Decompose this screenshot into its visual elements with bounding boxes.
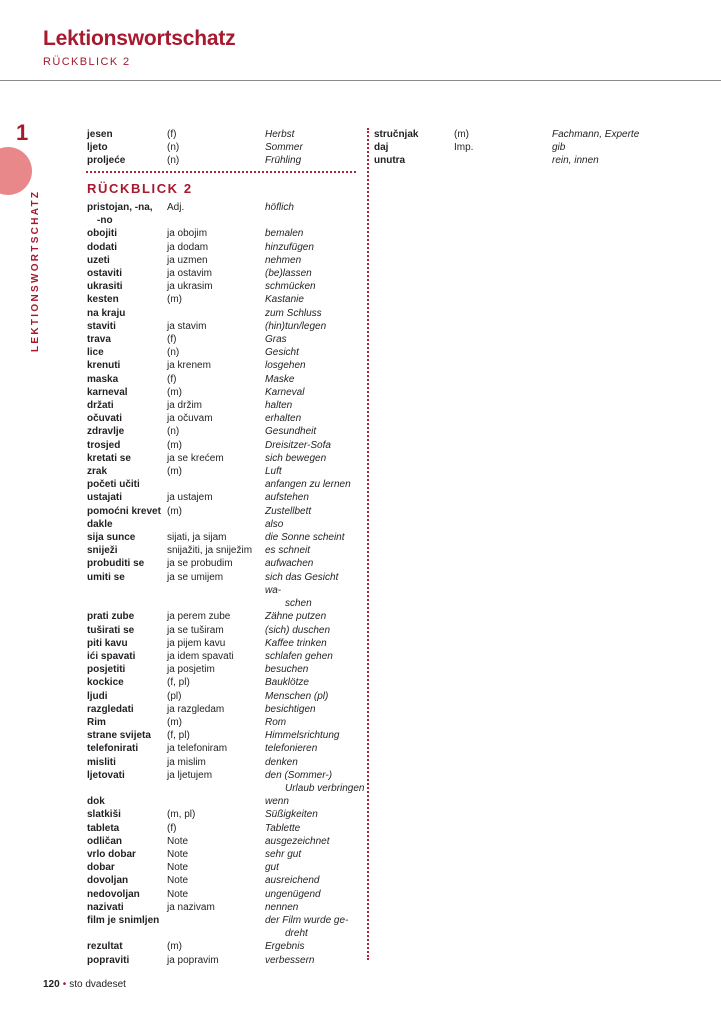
- vocab-word: očuvati: [87, 413, 123, 425]
- vocab-info: [177, 214, 275, 227]
- vocab-word: ljetovati: [87, 769, 125, 781]
- vocab-word: nazivati: [87, 901, 124, 913]
- vocab-row: [87, 452, 377, 465]
- section-separator: [86, 171, 356, 173]
- vocab-row: [87, 888, 377, 901]
- vocab-row: [87, 141, 357, 154]
- vocab-info: snijažiti, ja sniježim: [167, 545, 253, 557]
- vocab-info: ja pijem kavu: [167, 637, 226, 649]
- vocab-translation: Sommer: [265, 142, 303, 154]
- vocab-info: ja držim: [167, 400, 203, 412]
- vocab-info: ja se umijem: [167, 571, 224, 583]
- vocab-word: kockice: [87, 677, 124, 689]
- vocab-info: (f): [167, 373, 177, 385]
- vocab-word: krenuti: [87, 360, 121, 372]
- vocab-word: dovoljan: [87, 875, 129, 887]
- vocab-row: [87, 544, 377, 557]
- vocab-translation: Kaffee trinken: [265, 637, 327, 649]
- vocab-info: [167, 795, 265, 808]
- vocab-word: popraviti: [87, 954, 130, 966]
- vocab-info: ja stavim: [167, 320, 207, 332]
- vocab-row: [87, 650, 377, 663]
- vocab-row: [87, 835, 377, 848]
- vocab-translation: Gesundheit: [265, 426, 317, 438]
- page-number: 120: [43, 979, 60, 990]
- vocab-word: Rim: [87, 716, 106, 728]
- vocab-word: vrlo dobar: [87, 848, 136, 860]
- vocab-word: umiti se: [87, 571, 125, 583]
- vocab-info: ja očuvam: [167, 413, 213, 425]
- vocab-row: [87, 690, 377, 703]
- vocab-row: [87, 571, 377, 597]
- vocab-translation: sich das Gesicht wa-: [265, 571, 339, 596]
- vocab-info: [167, 518, 265, 531]
- vocab-translation: Herbst: [265, 129, 295, 140]
- vocab-word: kesten: [87, 294, 119, 306]
- vocab-word: film je snimljen: [87, 914, 160, 926]
- vocab-translation: Zustellbett: [265, 505, 312, 517]
- vocab-translation: aufstehen: [265, 492, 309, 504]
- vocab-row: [87, 399, 377, 412]
- vocab-info: ja perem zube: [167, 611, 231, 623]
- vocab-info: ja dodam: [167, 241, 209, 253]
- vocab-info: ja se tuširam: [167, 624, 224, 636]
- vocab-info: (f): [167, 822, 177, 834]
- vocab-info: (f, pl): [167, 677, 190, 689]
- vocab-translation: Menschen (pl): [265, 690, 329, 702]
- vocab-translation: losgehen: [265, 360, 306, 372]
- vocab-word: pomoćni krevet: [87, 505, 161, 517]
- vocab-translation: schmücken: [265, 281, 316, 293]
- vocab-word: dodati: [87, 241, 117, 253]
- vocab-translation: [275, 214, 377, 227]
- vocab-row-continuation: [87, 782, 377, 795]
- vocab-info: (m): [167, 466, 182, 478]
- vocab-info: Note: [167, 848, 189, 860]
- vocab-word: trava: [87, 334, 111, 346]
- vocab-row: [87, 267, 377, 280]
- vocab-word: probuditi se: [87, 558, 145, 570]
- vocab-translation: verbessern: [265, 954, 315, 966]
- vocab-word: zrak: [87, 466, 108, 478]
- vocab-word: karneval: [87, 386, 128, 398]
- page-title: Lektionswortschatz: [43, 27, 236, 50]
- vocab-row: [374, 154, 642, 167]
- vocab-info: (m): [167, 386, 182, 398]
- vocab-row: [87, 663, 377, 676]
- vocab-info: ja ukrasim: [167, 281, 213, 293]
- vocab-translation: besuchen: [265, 664, 309, 676]
- vocab-translation: Urlaub verbringen: [285, 782, 365, 794]
- vocab-row: [87, 729, 377, 742]
- vocab-info: ja krenem: [167, 360, 211, 372]
- vocab-word: misliti: [87, 756, 116, 768]
- vocab-translation: Gras: [265, 334, 287, 346]
- vocab-row: [87, 795, 377, 808]
- page-subtitle: RÜCKBLICK 2: [43, 56, 131, 68]
- vocab-word: unutra: [374, 155, 406, 167]
- vocab-info: (n): [167, 347, 180, 359]
- vocab-info: ja se probudim: [167, 558, 233, 570]
- vocab-translation: halten: [265, 400, 293, 412]
- vocab-translation: erhalten: [265, 413, 302, 425]
- vocab-word: odličan: [87, 835, 123, 847]
- vocab-list: [87, 201, 377, 967]
- vocab-word: prati zube: [87, 611, 135, 623]
- vocab-info: [167, 307, 265, 320]
- vocab-row: [87, 346, 377, 359]
- vocab-word: staviti: [87, 320, 116, 332]
- vocab-translation: Himmelsrichtung: [265, 730, 340, 742]
- vocab-word: ići spavati: [87, 650, 136, 662]
- vocab-translation: sich bewegen: [265, 452, 327, 464]
- vocab-word: stručnjak: [374, 129, 419, 140]
- vocab-row: [87, 518, 377, 531]
- vocab-info: Note: [167, 888, 189, 900]
- vocab-word: rezultat: [87, 941, 123, 953]
- vocab-row: [87, 901, 377, 914]
- vocab-info: (n): [167, 142, 180, 154]
- vocab-translation: Luft: [265, 466, 282, 478]
- vocab-word: sija sunce: [87, 532, 136, 544]
- chapter-marker-circle: [0, 147, 32, 195]
- vocab-translation: besichtigen: [265, 703, 316, 715]
- vocab-row: [87, 412, 377, 425]
- left-top-list: [87, 128, 357, 168]
- vocab-info: ja obojim: [167, 228, 208, 240]
- vocab-row: [87, 769, 377, 782]
- vocab-row: [87, 703, 377, 716]
- vocab-word: sniježi: [87, 545, 118, 557]
- vocab-translation: Gesicht: [265, 347, 299, 359]
- vocab-word: posjetiti: [87, 664, 126, 676]
- vocab-translation: nennen: [265, 901, 299, 913]
- vocab-translation: Süßigkeiten: [265, 809, 318, 821]
- vocab-translation: anfangen zu lernen: [265, 479, 351, 491]
- vocab-translation: Ergebnis: [265, 941, 305, 953]
- vocab-info: [167, 478, 265, 491]
- vocab-row-continuation: [87, 927, 377, 940]
- vocab-word: kretati se: [87, 452, 131, 464]
- vocab-word: početi učiti: [87, 479, 140, 491]
- vocab-word: telefonirati: [87, 743, 139, 755]
- vocab-translation: Tablette: [265, 822, 301, 834]
- vocab-word: -no: [97, 215, 113, 227]
- vocab-info: [177, 927, 275, 940]
- vocab-translation: Frühling: [265, 155, 302, 167]
- vocab-info: Note: [167, 862, 189, 874]
- vocab-row: [87, 373, 377, 386]
- vocab-word: maska: [87, 373, 119, 385]
- vocab-translation: sehr gut: [265, 848, 302, 860]
- vocab-translation: telefonieren: [265, 743, 318, 755]
- vocab-info: ja posjetim: [167, 664, 215, 676]
- vocab-word: na kraju: [87, 307, 126, 319]
- header-rule: [0, 80, 721, 81]
- vocab-translation: schen: [285, 598, 312, 610]
- vocab-translation: aufwachen: [265, 558, 314, 570]
- vocab-word: ustajati: [87, 492, 123, 504]
- vocab-info: [454, 154, 552, 167]
- vocab-translation: Karneval: [265, 386, 305, 398]
- vocab-info: (m): [167, 505, 182, 517]
- vocab-word: proljeće: [87, 155, 126, 167]
- vocab-translation: ausgezeichnet: [265, 835, 330, 847]
- vocab-info: (f, pl): [167, 730, 190, 742]
- vocab-translation: hinzufügen: [265, 241, 314, 253]
- vocab-info: [167, 914, 265, 927]
- vocab-row: [87, 386, 377, 399]
- vocab-row: [87, 201, 377, 214]
- vocab-info: (m): [454, 129, 469, 140]
- vocab-word: jesen: [87, 129, 113, 140]
- vocab-word: dok: [87, 796, 105, 808]
- vocab-info: ja ustajem: [167, 492, 213, 504]
- vocab-word: ljeto: [87, 142, 108, 154]
- vocab-translation: (sich) duschen: [265, 624, 331, 636]
- vocab-translation: (be)lassen: [265, 268, 312, 280]
- vocab-translation: nehmen: [265, 254, 302, 266]
- vocab-translation: denken: [265, 756, 298, 768]
- vocab-translation: der Film wurde ge-: [265, 914, 349, 926]
- vocab-word: trosjed: [87, 439, 121, 451]
- vocab-row: [87, 531, 377, 544]
- vocab-word: lice: [87, 347, 104, 359]
- vocab-word: razgledati: [87, 703, 134, 715]
- vocab-translation: Maske: [265, 373, 295, 385]
- vocab-row: [87, 822, 377, 835]
- vocab-translation: die Sonne scheint: [265, 532, 345, 544]
- vocab-row: [87, 491, 377, 504]
- vocab-translation: Bauklötze: [265, 677, 309, 689]
- vocab-info: ja razgledam: [167, 703, 225, 715]
- vocab-row: [87, 293, 377, 306]
- vocab-translation: schlafen gehen: [265, 650, 333, 662]
- vocab-info: (n): [167, 426, 180, 438]
- vocab-translation: gib: [552, 142, 566, 154]
- vocab-info: ja uzmen: [167, 254, 208, 266]
- vocab-word: ostaviti: [87, 268, 123, 280]
- vocab-word: držati: [87, 400, 114, 412]
- vocab-word: [87, 927, 177, 940]
- vocab-translation: zum Schluss: [265, 307, 322, 319]
- vocab-translation: Fachmann, Experte: [552, 129, 640, 140]
- vocab-word: nedovoljan: [87, 888, 140, 900]
- vocab-row: [87, 848, 377, 861]
- vocab-translation: Kastanie: [265, 294, 304, 306]
- vocab-row: [87, 940, 377, 953]
- vocab-row: [87, 154, 357, 167]
- vocab-translation: ungenügend: [265, 888, 321, 900]
- vocab-info: ja popravim: [167, 954, 219, 966]
- vocab-row: [87, 676, 377, 689]
- vocab-word: tuširati se: [87, 624, 135, 636]
- vocab-info: Imp.: [454, 142, 474, 154]
- vocab-row: [87, 716, 377, 729]
- vocab-info: (m): [167, 439, 182, 451]
- vocab-word: strane svijeta: [87, 730, 151, 742]
- vocab-info: Note: [167, 835, 189, 847]
- vocab-translation: wenn: [265, 796, 289, 808]
- vocab-row: [374, 128, 642, 141]
- vocab-row: [87, 227, 377, 240]
- vocab-row: [87, 320, 377, 333]
- vocab-info: (m): [167, 294, 182, 306]
- vocab-info: ja mislim: [167, 756, 206, 768]
- vocab-info: ja nazivam: [167, 901, 215, 913]
- vocab-translation: ausreichend: [265, 875, 320, 887]
- vocab-translation: (hin)tun/legen: [265, 320, 327, 332]
- vocab-row: [87, 505, 377, 518]
- vocab-row: [87, 254, 377, 267]
- vocab-row: [87, 637, 377, 650]
- vocab-info: (m): [167, 716, 182, 728]
- vocab-word: dakle: [87, 518, 113, 530]
- vocab-word: obojiti: [87, 228, 117, 240]
- vocab-info: (m): [167, 941, 182, 953]
- vocab-translation: Dreisitzer-Sofa: [265, 439, 331, 451]
- vocab-row: [87, 557, 377, 570]
- vocab-row: [87, 465, 377, 478]
- vocab-word: pristojan, -na,: [87, 202, 153, 213]
- vocab-row: [87, 808, 377, 821]
- vocab-row: [87, 425, 377, 438]
- vocab-word: uzeti: [87, 254, 110, 266]
- vocab-word: ukrasiti: [87, 281, 123, 293]
- vocab-row: [87, 610, 377, 623]
- vocab-word: tableta: [87, 822, 120, 834]
- vocab-word: piti kavu: [87, 637, 128, 649]
- vocab-row: [87, 756, 377, 769]
- vocab-info: Note: [167, 875, 189, 887]
- vocab-info: (f): [167, 129, 177, 140]
- vocab-info: ja ostavim: [167, 268, 213, 280]
- vocab-word: zdravlje: [87, 426, 125, 438]
- vocab-row-continuation: [87, 214, 377, 227]
- vocab-word: daj: [374, 142, 389, 154]
- vocab-row: [87, 914, 377, 927]
- vocab-info: ja telefoniram: [167, 743, 228, 755]
- vocab-info: (f): [167, 334, 177, 346]
- vocab-info: ja se krećem: [167, 452, 224, 464]
- vocab-info: (pl): [167, 690, 182, 702]
- side-label: LEKTIONSWORTSCHATZ: [30, 189, 41, 352]
- vocab-info: Adj.: [167, 202, 185, 213]
- vocab-translation: es schneit: [265, 545, 311, 557]
- vocab-translation: den (Sommer-): [265, 769, 333, 781]
- vocab-translation: höflich: [265, 202, 294, 213]
- vocab-row: [87, 307, 377, 320]
- vocab-translation: dreht: [285, 928, 308, 940]
- vocab-row: [87, 954, 377, 967]
- vocab-word: [87, 597, 177, 610]
- page-number-words: sto dvadeset: [69, 979, 126, 990]
- right-vocab-list: [374, 128, 642, 168]
- vocab-word: [87, 782, 177, 795]
- vocab-info: [177, 597, 275, 610]
- vocab-row: [87, 478, 377, 491]
- vocab-word: ljudi: [87, 690, 108, 702]
- page-footer: [43, 979, 126, 990]
- vocab-row: [87, 861, 377, 874]
- vocab-row: [87, 874, 377, 887]
- vocab-row: [87, 624, 377, 637]
- vocab-info: [177, 782, 275, 795]
- vocab-row: [87, 359, 377, 372]
- vocab-info: (n): [167, 155, 180, 167]
- vocab-info: (m, pl): [167, 809, 196, 821]
- vocab-row: [374, 141, 642, 154]
- vocab-word: slatkiši: [87, 809, 121, 821]
- vocab-row: [87, 241, 377, 254]
- vocab-translation: Zähne putzen: [265, 611, 327, 623]
- vocab-translation: rein, innen: [552, 155, 599, 167]
- vocab-row: [87, 280, 377, 293]
- vocab-info: ja idem spavati: [167, 650, 234, 662]
- vocab-word: dobar: [87, 862, 115, 874]
- vocab-row: [87, 439, 377, 452]
- vocab-translation: bemalen: [265, 228, 304, 240]
- vocab-row: [87, 333, 377, 346]
- vocab-row-continuation: [87, 597, 377, 610]
- vocab-info: ja ljetujem: [167, 769, 213, 781]
- chapter-number: 1: [16, 120, 29, 145]
- bullet-icon: •: [62, 979, 67, 990]
- section-heading: RÜCKBLICK 2: [87, 181, 193, 196]
- vocab-translation: gut: [265, 862, 279, 874]
- vocab-translation: Rom: [265, 716, 287, 728]
- vocab-translation: also: [265, 518, 284, 530]
- vocab-info: sijati, ja sijam: [167, 532, 227, 544]
- vocab-row: [87, 742, 377, 755]
- vocab-row: [87, 128, 357, 141]
